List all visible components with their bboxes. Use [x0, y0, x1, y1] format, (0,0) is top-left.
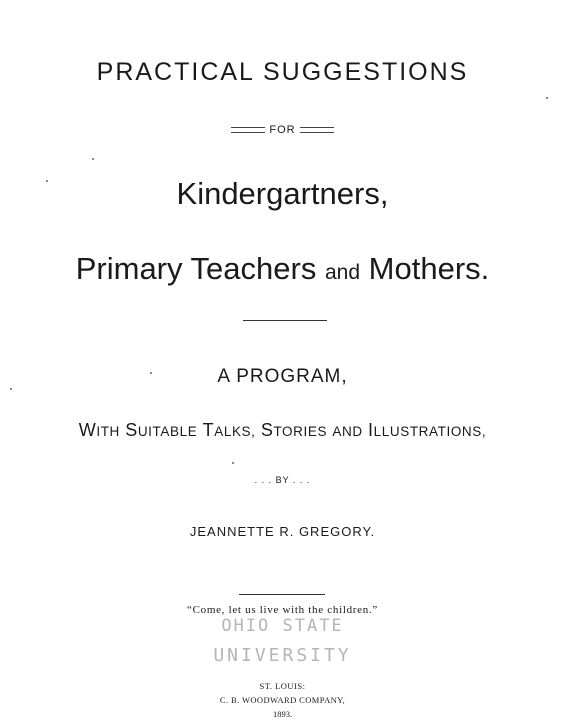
program-subheading [0, 420, 565, 441]
scan-speck [10, 388, 12, 390]
scan-speck [150, 372, 152, 374]
program-heading: A PROGRAM, [217, 366, 348, 387]
for-ornament-row [0, 124, 565, 136]
for-label: FOR [269, 124, 296, 136]
library-stamp-line-1: OHIO STATE [221, 616, 344, 636]
word-talks-cap: T [202, 420, 215, 440]
scan-speck [546, 97, 548, 99]
imprint-publisher: C. B. WOODWARD COMPANY, [219, 695, 346, 705]
word-illustrations-rest: LLUSTRATIONS, [373, 424, 487, 439]
title-line-1: PRACTICAL SUGGESTIONS [96, 58, 469, 86]
imprint-year: 1893. [272, 709, 293, 719]
divider-rule-top [243, 320, 327, 321]
double-rule-left [231, 127, 265, 133]
scan-speck [232, 462, 234, 464]
title-and: and [324, 261, 361, 284]
title-line-2: Kindergartners, [176, 176, 389, 211]
word-stories-cap: S [260, 420, 274, 440]
word-and: AND [332, 424, 363, 439]
word-stories-rest: TORIES [273, 424, 328, 439]
epigraph-quote: “Come, let us live with the children.” [187, 604, 378, 616]
word-with-cap: W [78, 420, 97, 440]
word-with-rest: ITH [96, 424, 120, 439]
author-name: JEANNETTE R. GREGORY. [189, 524, 376, 539]
by-line: . . . BY . . . [254, 475, 311, 485]
title-mothers: Mothers. [368, 251, 490, 286]
divider-rule-bottom [239, 594, 325, 595]
word-illustrations-cap: I [368, 420, 374, 440]
scan-speck [92, 158, 94, 160]
library-stamp-line-2: UNIVERSITY [213, 645, 352, 666]
word-talks-rest: ALKS, [214, 424, 256, 439]
title-line-3 [0, 251, 565, 287]
imprint-city: ST. LOUIS: [259, 681, 306, 691]
word-suitable-cap: S [125, 420, 138, 440]
title-primary-teachers: Primary Teachers [75, 251, 317, 286]
double-rule-right [300, 127, 334, 133]
scan-speck [46, 180, 48, 182]
word-suitable-rest: UITABLE [137, 424, 198, 439]
